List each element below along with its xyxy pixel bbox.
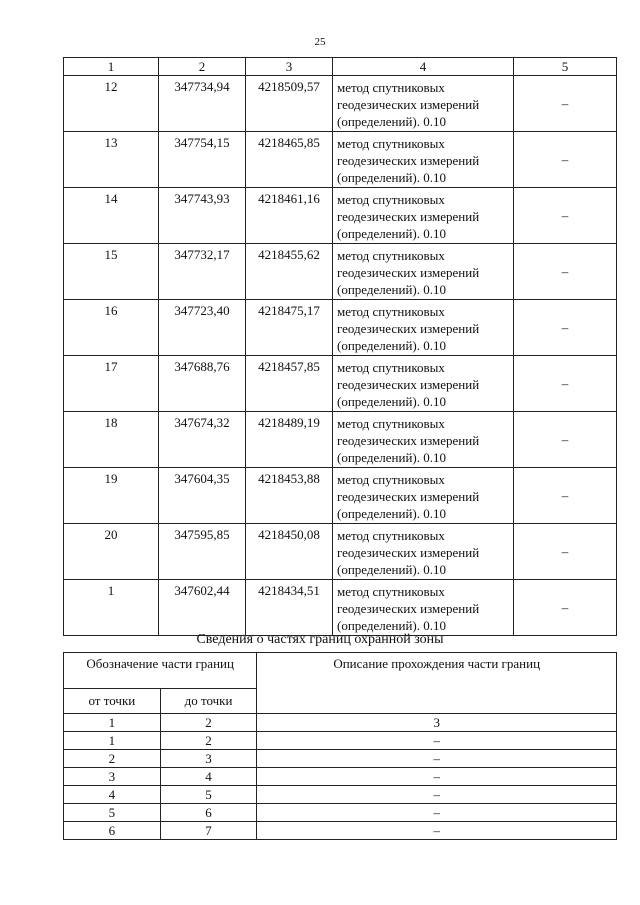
method-description: [333, 580, 514, 636]
y-coordinate: 4218509,57: [246, 76, 333, 132]
method-line: метод спутниковых: [337, 136, 445, 151]
part-description: –: [257, 750, 617, 768]
y-coordinate: 4218455,62: [246, 244, 333, 300]
point-number: 16: [64, 300, 159, 356]
coordinates-table: [63, 57, 617, 636]
method-line: (определений). 0.10: [337, 170, 446, 185]
page-number: 25: [314, 36, 326, 48]
boundary-part-row: [64, 732, 617, 750]
coordinates-row: [64, 356, 617, 412]
coordinates-row: [64, 132, 617, 188]
boundary-part-row: [64, 768, 617, 786]
method-description: [333, 132, 514, 188]
note-value: –: [514, 524, 617, 580]
from-point: 4: [64, 786, 161, 804]
to-point: 3: [160, 750, 257, 768]
x-coordinate: 347732,17: [159, 244, 246, 300]
note-value: –: [514, 468, 617, 524]
method-line: (определений). 0.10: [337, 226, 446, 241]
method-description: [333, 188, 514, 244]
method-line: метод спутниковых: [337, 528, 445, 543]
method-line: метод спутниковых: [337, 192, 445, 207]
y-coordinate: 4218457,85: [246, 356, 333, 412]
coordinates-row: [64, 580, 617, 636]
method-line: метод спутниковых: [337, 472, 445, 487]
from-point: 3: [64, 768, 161, 786]
coordinates-row: [64, 188, 617, 244]
from-point: 1: [64, 732, 161, 750]
point-number: 13: [64, 132, 159, 188]
header-from-point: от точки: [64, 689, 161, 714]
header-to-point: до точки: [160, 689, 257, 714]
coordinates-row: [64, 300, 617, 356]
header-description: Описание прохождения части границ: [257, 653, 617, 714]
part-description: –: [257, 786, 617, 804]
note-value: –: [514, 412, 617, 468]
section-title: Сведения о частях границ охранной зоны: [196, 632, 444, 647]
point-number: 14: [64, 188, 159, 244]
numbering-col-3: 3: [257, 714, 617, 732]
method-line: метод спутниковых: [337, 584, 445, 599]
coordinates-header-row: [64, 58, 617, 76]
coordinates-row: [64, 468, 617, 524]
to-point: 2: [160, 732, 257, 750]
note-value: –: [514, 580, 617, 636]
method-line: метод спутниковых: [337, 304, 445, 319]
parts-header-row: [64, 653, 617, 689]
x-coordinate: 347734,94: [159, 76, 246, 132]
note-value: –: [514, 132, 617, 188]
method-description: [333, 244, 514, 300]
numbering-col-2: 2: [160, 714, 257, 732]
method-description: [333, 356, 514, 412]
point-number: 1: [64, 580, 159, 636]
to-point: 5: [160, 786, 257, 804]
note-value: –: [514, 76, 617, 132]
part-description: –: [257, 804, 617, 822]
method-line: метод спутниковых: [337, 416, 445, 431]
boundary-part-row: [64, 804, 617, 822]
x-coordinate: 347602,44: [159, 580, 246, 636]
coordinates-row: [64, 244, 617, 300]
method-line: геодезических измерений: [337, 377, 480, 392]
method-line: (определений). 0.10: [337, 506, 446, 521]
method-description: [333, 76, 514, 132]
part-description: –: [257, 768, 617, 786]
y-coordinate: 4218453,88: [246, 468, 333, 524]
method-line: метод спутниковых: [337, 80, 445, 95]
boundary-part-row: [64, 750, 617, 768]
method-line: (определений). 0.10: [337, 562, 446, 577]
point-number: 19: [64, 468, 159, 524]
note-value: –: [514, 300, 617, 356]
x-coordinate: 347723,40: [159, 300, 246, 356]
method-line: геодезических измерений: [337, 321, 480, 336]
x-coordinate: 347604,35: [159, 468, 246, 524]
method-description: [333, 468, 514, 524]
method-description: [333, 412, 514, 468]
from-point: 2: [64, 750, 161, 768]
header-col-2: 2: [159, 58, 246, 76]
y-coordinate: 4218450,08: [246, 524, 333, 580]
y-coordinate: 4218475,17: [246, 300, 333, 356]
note-value: –: [514, 244, 617, 300]
from-point: 5: [64, 804, 161, 822]
header-col-1: 1: [64, 58, 159, 76]
method-line: метод спутниковых: [337, 248, 445, 263]
note-value: –: [514, 188, 617, 244]
method-line: (определений). 0.10: [337, 282, 446, 297]
boundary-part-row: [64, 786, 617, 804]
header-col-3: 3: [246, 58, 333, 76]
method-line: (определений). 0.10: [337, 450, 446, 465]
method-line: геодезических измерений: [337, 97, 480, 112]
method-line: метод спутниковых: [337, 360, 445, 375]
method-line: геодезических измерений: [337, 153, 480, 168]
method-line: геодезических измерений: [337, 601, 480, 616]
part-description: –: [257, 822, 617, 840]
header-col-5: 5: [514, 58, 617, 76]
point-number: 12: [64, 76, 159, 132]
method-line: геодезических измерений: [337, 209, 480, 224]
numbering-col-1: 1: [64, 714, 161, 732]
boundary-part-row: [64, 822, 617, 840]
y-coordinate: 4218434,51: [246, 580, 333, 636]
point-number: 18: [64, 412, 159, 468]
x-coordinate: 347674,32: [159, 412, 246, 468]
method-line: геодезических измерений: [337, 545, 480, 560]
method-description: [333, 300, 514, 356]
x-coordinate: 347743,93: [159, 188, 246, 244]
method-line: геодезических измерений: [337, 433, 480, 448]
coordinates-row: [64, 524, 617, 580]
coordinates-row: [64, 412, 617, 468]
method-line: (определений). 0.10: [337, 338, 446, 353]
note-value: –: [514, 356, 617, 412]
coordinates-row: [64, 76, 617, 132]
method-line: геодезических измерений: [337, 265, 480, 280]
part-description: –: [257, 732, 617, 750]
to-point: 4: [160, 768, 257, 786]
method-line: геодезических измерений: [337, 489, 480, 504]
x-coordinate: 347688,76: [159, 356, 246, 412]
point-number: 20: [64, 524, 159, 580]
boundary-parts-table: [63, 652, 617, 840]
y-coordinate: 4218461,16: [246, 188, 333, 244]
x-coordinate: 347595,85: [159, 524, 246, 580]
method-description: [333, 524, 514, 580]
point-number: 17: [64, 356, 159, 412]
method-line: (определений). 0.10: [337, 114, 446, 129]
x-coordinate: 347754,15: [159, 132, 246, 188]
to-point: 7: [160, 822, 257, 840]
header-col-4: 4: [333, 58, 514, 76]
method-line: (определений). 0.10: [337, 618, 446, 633]
point-number: 15: [64, 244, 159, 300]
method-line: (определений). 0.10: [337, 394, 446, 409]
from-point: 6: [64, 822, 161, 840]
y-coordinate: 4218465,85: [246, 132, 333, 188]
to-point: 6: [160, 804, 257, 822]
parts-numbering-row: [64, 714, 617, 732]
y-coordinate: 4218489,19: [246, 412, 333, 468]
header-designation: Обозначение части границ: [64, 653, 257, 689]
